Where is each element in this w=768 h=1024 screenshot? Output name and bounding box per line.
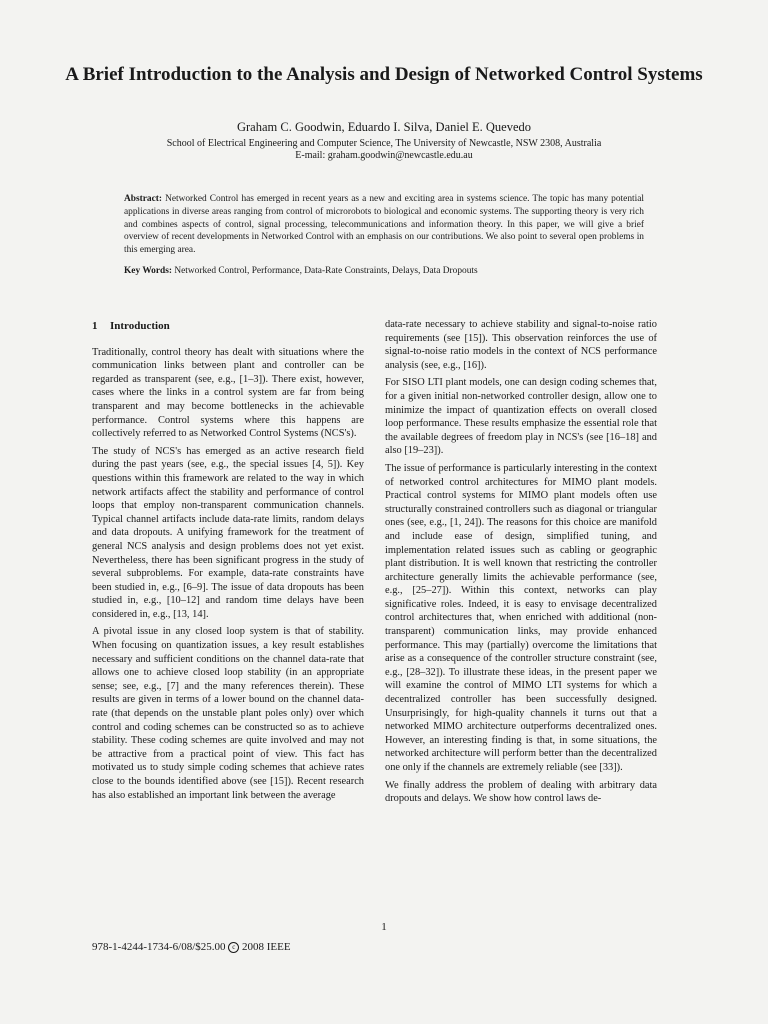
page-number: 1 — [381, 921, 387, 933]
abstract-text: Networked Control has emerged in recent years as a new and exciting area in systems science. The topic has many potential applications in diverse areas ranging from control of microrobots to biological and economic systems. The supporting theory is very rich and combines aspects of control, signal processing, telecommunications and information theory. In this paper, we will give a brief overview of recent developments in Networked Control with an emphasis on our contributions. We also point to several open problems in this emerging area. — [124, 194, 644, 256]
paragraph: data-rate necessary to achieve stability and signal-to-noise ratio requirements (see [15]). This observation reinforces the use of signal-to-noise ratio models in the context of NCS performance analysis (see, e.g., [16]). — [385, 319, 657, 371]
paragraph: A pivotal issue in any closed loop system is that of stability. When focusing on quantization issues, a key result establishes necessary and sufficient conditions on the channel data-rate that allows one to achieve closed loop stability (in an appropriate sense; see, e.g., [7] and the many references therein). These results are given in terms of a lower bound on the channel data-rate (that depends on the unstable plant poles only) over which control and coding schemes can be constructed so as to achieve stability. These coding schemes are quite involved and may not be attractive from a practical point of view. This fact has motivated us to study simple coding schemes that achieve rates close to the bounds identified above (see [15]). Recent research has also established an important link between the average — [92, 626, 364, 801]
paragraph: We finally address the problem of dealing with arbitrary data dropouts and delays. We show how control laws de- — [385, 779, 657, 805]
paragraph: The issue of performance is particularly interesting in the context of networked control architectures for MIMO plant models. Practical control systems for MIMO plant models often use structurally constrained controllers such as diagonal or triangular ones (see, e.g., [1, 24]). The reasons for this choice are manifold and include ease of design, simplified tuning, and implementation related issues such as cabling or geographic plant distribution. It is well known that restricting the controller architecture generally limits the achievable performance (see, e.g., [25–27]). Within this context, networks can play significative roles. Indeed, it is easy to envisage decentralized control architectures that, when enriched with additional (non-transparent) communication links, may provide enhanced performance. This may (partially) overcome the limitations that arise as a consequence of the controller structure constraint (see, e.g., [28–32]). To illustrate these ideas, in the present paper we will examine the control of MIMO LTI systems for which a decentralized controller has been successfully designed. Unsurprisingly, for high-quality channels it turns out that a networked MIMO architecture outperforms decentralized ones. However, an interesting finding is that, in some situations, the networked architecture will perform better than the decentralized one only if the channels are extremely reliable (see [33]). — [385, 462, 657, 773]
right-column — [385, 318, 657, 810]
paragraph: The study of NCS's has emerged as an active research field during the past years (see, e.g., the special issues [4, 5]). Key questions within this framework are related to the way in which network artifacts affect the stability and performance of control loops that employ non-transparent communication channels. Typical channel artifacts include data-rate limits, random delays and data dropouts. A unifying framework for the treatment of general NCS analysis and design problems does not yet exist. Nevertheless, there has been significant progress in the study of several subproblems. For example, data-rate constraints have been studied in, e.g., [6–9]. The issue of data dropouts has been studied in, e.g., [10–12] and random time delays have been considered in, e.g., [13, 14]. — [92, 445, 364, 620]
paper-authors: Graham C. Goodwin, Eduardo I. Silva, Daniel E. Quevedo — [236, 120, 532, 134]
copyright-icon: c — [228, 942, 239, 953]
keywords — [124, 266, 644, 276]
year-publisher: 2008 IEEE — [242, 941, 291, 953]
affiliation: School of Electrical Engineering and Computer Science, The University of Newcastle, NSW 2308, Australia — [166, 138, 602, 149]
abstract-label: Abstract: — [124, 194, 163, 204]
keywords-label: Key Words: — [124, 266, 173, 276]
paragraph: Traditionally, control theory has dealt with situations where the communication links between plant and controller can be regarded as transparent (see, e.g., [1–3]). There exist, however, cases where the links in a control system are far from being transparent and may become bottlenecks in the achievable performance. Control systems where this happens are collectively referred to as Networked Control Systems (NCS's). — [92, 346, 364, 440]
abstract — [124, 193, 644, 257]
keywords-text: Networked Control, Performance, Data-Rate Constraints, Delays, Data Dropouts — [174, 266, 478, 276]
section-title: Introduction — [110, 320, 170, 332]
left-column — [92, 318, 364, 806]
copyright-footer — [92, 941, 291, 953]
paragraph: For SISO LTI plant models, one can design coding schemes that, for a given initial non-networked controller design, allow one to minimize the impact of quantization effects on overall closed loop performance. These results emphasize the essential role that the available degrees of freedom play in NCS's (see [16–18] and also [19–23]). — [385, 377, 657, 457]
section-heading — [92, 320, 364, 334]
author-email: E-mail: graham.goodwin@newcastle.edu.au — [295, 150, 473, 161]
section-number: 1 — [92, 320, 98, 332]
affiliation-block — [60, 138, 708, 162]
paper-title: A Brief Introduction to the Analysis and Design of Networked Control Systems — [65, 64, 703, 85]
isbn-text: 978-1-4244-1734-6/08/$25.00 — [92, 941, 226, 953]
